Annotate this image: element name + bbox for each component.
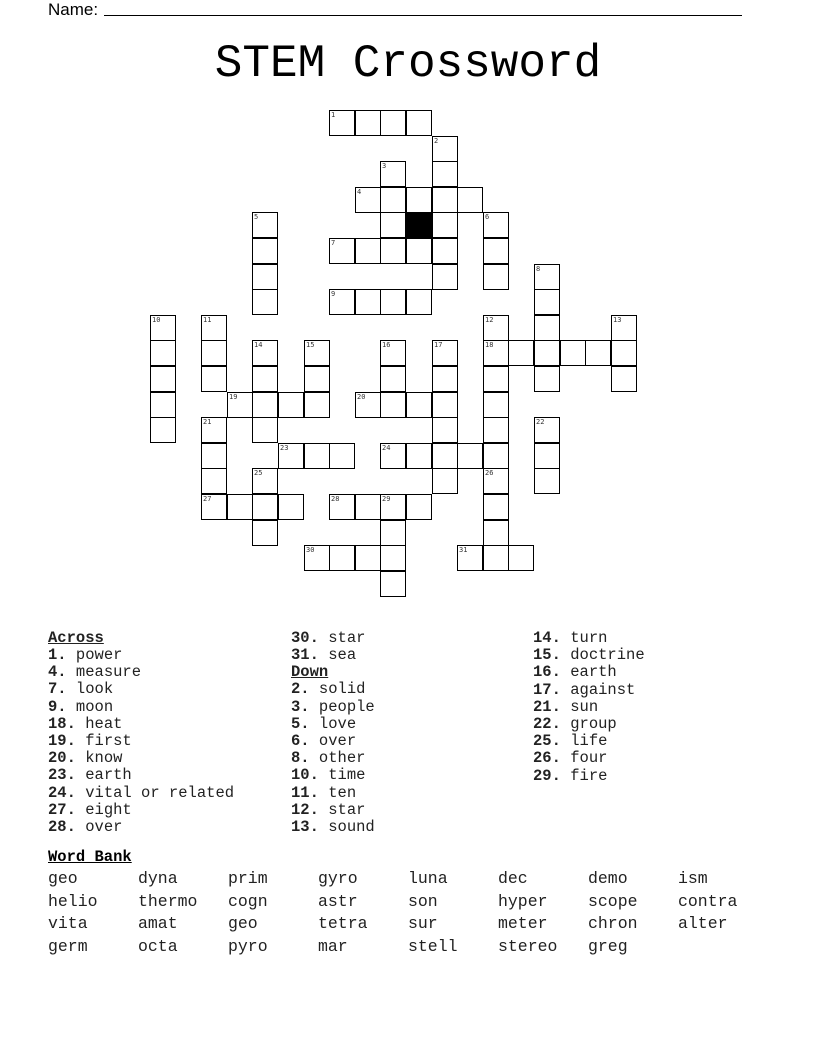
clue-number: 9: [331, 290, 336, 298]
clue-number: 27: [203, 495, 212, 503]
clue-text: fire: [570, 766, 608, 785]
word-bank-item: mar: [318, 936, 348, 956]
crossword-cell[interactable]: [380, 392, 406, 418]
word-bank-item: son: [408, 891, 438, 911]
clue-number-label: 14.: [533, 629, 561, 647]
clue-number-label: 29.: [533, 766, 561, 785]
crossword-cell[interactable]: [278, 392, 304, 418]
crossword-cell[interactable]: [432, 161, 458, 187]
crossword-cell[interactable]: [150, 417, 176, 443]
clue-number: 13: [613, 316, 622, 324]
crossword-cell[interactable]: [483, 392, 509, 418]
crossword-cell[interactable]: [534, 340, 560, 366]
crossword-cell[interactable]: [432, 340, 458, 366]
clue-text: love: [318, 714, 357, 733]
clue-number: 5: [254, 213, 259, 221]
clue-number-label: 1.: [48, 646, 67, 664]
crossword-cell[interactable]: [534, 366, 560, 392]
clue-column-3: [533, 630, 645, 785]
clue-text: know: [85, 749, 123, 768]
clue-number-label: 24.: [48, 783, 76, 802]
crossword-cell[interactable]: [432, 212, 458, 238]
crossword-cell[interactable]: [534, 468, 560, 494]
crossword-cell[interactable]: [355, 187, 381, 213]
clue-item: [533, 630, 645, 647]
crossword-cell[interactable]: [355, 238, 381, 264]
clue-text: people: [318, 697, 375, 716]
clue-number-label: 10.: [291, 766, 319, 785]
crossword-cell[interactable]: [252, 264, 278, 290]
clue-text: doctrine: [570, 646, 645, 665]
crossword-cell[interactable]: [252, 366, 278, 392]
word-bank-item: geo: [228, 914, 258, 934]
word-bank-item: tetra: [318, 914, 368, 934]
clue-item: [291, 716, 375, 733]
crossword-cell[interactable]: [483, 238, 509, 264]
word-bank-item: amat: [138, 914, 178, 934]
clue-item: [48, 699, 234, 716]
clue-item: [48, 819, 234, 836]
clue-number: 12: [485, 316, 494, 324]
clue-number: 3: [382, 162, 387, 170]
crossword-cell[interactable]: [483, 212, 509, 238]
crossword-cell[interactable]: [304, 443, 330, 469]
word-bank-item: greg: [588, 936, 628, 956]
word-bank-item: stell: [408, 936, 458, 956]
word-bank-item: luna: [408, 869, 448, 888]
clue-text: power: [75, 646, 123, 664]
crossword-cell[interactable]: [380, 494, 406, 520]
down-heading: Down: [291, 663, 329, 682]
clue-text: measure: [75, 663, 142, 682]
clue-number-label: 11.: [291, 783, 319, 802]
crossword-cell[interactable]: [252, 289, 278, 315]
crossword-cell[interactable]: [534, 264, 560, 290]
clue-item: [533, 716, 645, 733]
crossword-cell[interactable]: [380, 212, 406, 238]
clue-item: [48, 733, 234, 750]
clue-text: heat: [85, 714, 123, 733]
crossword-cell[interactable]: [534, 289, 560, 315]
clue-number-label: 5.: [291, 714, 310, 733]
crossword-cell[interactable]: [278, 494, 304, 520]
clue-number: 21: [203, 418, 212, 426]
crossword-cell[interactable]: [380, 187, 406, 213]
clue-text: group: [570, 714, 617, 733]
crossword-cell[interactable]: [380, 289, 406, 315]
crossword-cell[interactable]: [252, 468, 278, 494]
crossword-cell[interactable]: [432, 366, 458, 392]
clue-item: [48, 767, 234, 784]
clue-number-label: 9.: [48, 697, 67, 716]
crossword-cell[interactable]: [508, 545, 534, 571]
word-bank-item: dec: [498, 869, 528, 888]
crossword-cell[interactable]: [406, 238, 432, 264]
word-bank-item: chron: [588, 914, 638, 934]
clue-item: [533, 682, 645, 699]
crossword-cell[interactable]: [380, 161, 406, 187]
crossword-cell[interactable]: [355, 494, 381, 520]
crossword-cell[interactable]: [508, 340, 534, 366]
clue-text: star: [328, 629, 366, 647]
clue-item: [533, 664, 645, 681]
clue-item: [533, 768, 645, 785]
clue-number: 1: [331, 111, 336, 119]
clue-item: [48, 785, 234, 802]
clue-number: 30: [306, 546, 315, 554]
word-bank-item: helio: [48, 891, 98, 911]
clue-number: 6: [485, 213, 490, 221]
clue-number: 22: [536, 418, 545, 426]
word-bank-item: demo: [588, 869, 628, 888]
crossword-cell[interactable]: [227, 494, 253, 520]
clue-number: 2: [434, 137, 439, 145]
crossword-black-cell: [406, 212, 432, 238]
crossword-cell[interactable]: [406, 494, 432, 520]
word-bank-item: thermo: [138, 891, 198, 911]
crossword-cell[interactable]: [611, 340, 637, 366]
clue-text: sun: [570, 697, 599, 716]
clue-text: first: [85, 731, 132, 750]
clue-number-label: 25.: [533, 732, 561, 751]
crossword-cell[interactable]: [252, 417, 278, 443]
crossword-cell[interactable]: [201, 417, 227, 443]
clue-number-label: 16.: [533, 663, 561, 682]
clue-number: 16: [382, 341, 391, 349]
clue-number-label: 23.: [48, 766, 76, 785]
word-bank-item: stereo: [498, 936, 558, 956]
crossword-cell[interactable]: [483, 443, 509, 469]
clue-text: ten: [328, 783, 357, 802]
crossword-cell[interactable]: [252, 238, 278, 264]
clue-number-label: 31.: [291, 646, 319, 665]
crossword-cell[interactable]: [252, 494, 278, 520]
clue-text: turn: [570, 629, 608, 647]
clue-item: [48, 647, 234, 664]
clue-item: [291, 819, 375, 836]
clue-number-label: 17.: [533, 680, 561, 699]
crossword-cell[interactable]: [304, 392, 330, 418]
crossword-cell[interactable]: [252, 340, 278, 366]
clue-text: eight: [85, 800, 132, 819]
clue-item: [48, 681, 234, 698]
word-bank-item: vita: [48, 914, 88, 934]
crossword-cell[interactable]: [406, 443, 432, 469]
crossword-cell[interactable]: [380, 545, 406, 571]
crossword-cell[interactable]: [611, 315, 637, 341]
clue-column-1: [48, 630, 234, 836]
crossword-cell[interactable]: [329, 443, 355, 469]
clue-item: [291, 785, 375, 802]
crossword-cell[interactable]: [355, 392, 381, 418]
crossword-cell[interactable]: [380, 238, 406, 264]
clue-item: [291, 750, 375, 767]
clue-number-label: 18.: [48, 714, 76, 733]
crossword-cell[interactable]: [534, 443, 560, 469]
word-bank-heading: Word Bank: [48, 848, 132, 866]
crossword-cell[interactable]: [355, 545, 381, 571]
crossword-cell[interactable]: [380, 340, 406, 366]
crossword-cell[interactable]: [329, 289, 355, 315]
crossword-cell[interactable]: [534, 315, 560, 341]
word-bank-item: sur: [408, 914, 438, 934]
word-bank-item: alter: [678, 914, 728, 934]
crossword-cell[interactable]: [201, 366, 227, 392]
clue-text: earth: [85, 766, 132, 785]
crossword-cell[interactable]: [560, 340, 586, 366]
crossword-cell[interactable]: [483, 520, 509, 546]
crossword-cell[interactable]: [432, 468, 458, 494]
crossword-cell[interactable]: [150, 366, 176, 392]
clue-number-label: 22.: [533, 714, 561, 733]
clue-number: 23: [280, 444, 289, 452]
clue-item: [291, 647, 375, 664]
clue-number: 15: [306, 341, 315, 349]
clue-number-label: 2.: [291, 680, 310, 699]
clue-item: [48, 664, 234, 681]
clue-number-label: 6.: [291, 731, 310, 750]
page-title: STEM Crossword: [214, 38, 602, 90]
clue-number-label: 26.: [533, 749, 561, 768]
word-bank-item: hyper: [498, 891, 548, 911]
clue-text: over: [85, 817, 123, 836]
clue-number-label: 19.: [48, 731, 76, 750]
clue-number: 28: [331, 495, 340, 503]
clue-number-label: 3.: [291, 697, 310, 716]
crossword-cell[interactable]: [432, 187, 458, 213]
word-bank-item: ism: [678, 869, 708, 888]
clue-text: four: [570, 749, 608, 768]
clue-text: moon: [75, 697, 114, 716]
clue-number-label: 20.: [48, 749, 76, 768]
crossword-cell[interactable]: [201, 315, 227, 341]
crossword-cell[interactable]: [534, 417, 560, 443]
clue-item: [533, 699, 645, 716]
clue-text: over: [318, 731, 357, 750]
crossword-cell[interactable]: [457, 545, 483, 571]
clue-item: [291, 681, 375, 698]
clue-number: 26: [485, 469, 494, 477]
clue-number-label: 7.: [48, 680, 67, 699]
clue-text: vital or related: [85, 783, 235, 802]
crossword-cell[interactable]: [150, 340, 176, 366]
crossword-cell[interactable]: [483, 468, 509, 494]
crossword-cell[interactable]: [432, 443, 458, 469]
clue-number: 7: [331, 239, 336, 247]
clue-item: [48, 716, 234, 733]
clue-item: [291, 767, 375, 784]
clue-item: [291, 802, 375, 819]
word-bank-item: contra: [678, 891, 738, 911]
clue-number-label: 21.: [533, 697, 561, 716]
clue-item: [533, 750, 645, 767]
crossword-cell[interactable]: [201, 494, 227, 520]
crossword-cell[interactable]: [227, 392, 253, 418]
crossword-cell[interactable]: [483, 545, 509, 571]
clue-item: [291, 630, 375, 647]
clue-number: 14: [254, 341, 263, 349]
crossword-cell[interactable]: [483, 494, 509, 520]
crossword-cell[interactable]: [329, 494, 355, 520]
crossword-cell[interactable]: [457, 443, 483, 469]
clue-column-2: [291, 630, 375, 836]
crossword-cell[interactable]: [483, 417, 509, 443]
clue-number: 20: [357, 393, 366, 401]
clue-item: [291, 699, 375, 716]
clue-number: 25: [254, 469, 263, 477]
clue-item: [48, 802, 234, 819]
crossword-cell[interactable]: [380, 443, 406, 469]
crossword-cell[interactable]: [406, 187, 432, 213]
crossword-cell[interactable]: [201, 340, 227, 366]
crossword-cell[interactable]: [406, 110, 432, 136]
clue-item: [48, 750, 234, 767]
crossword-cell[interactable]: [585, 340, 611, 366]
crossword-cell[interactable]: [432, 136, 458, 162]
clue-number-label: 30.: [291, 629, 319, 647]
clue-item: [533, 733, 645, 750]
crossword-cell[interactable]: [304, 545, 330, 571]
crossword-cell[interactable]: [432, 392, 458, 418]
clue-item: [291, 733, 375, 750]
clue-text: sea: [328, 646, 357, 665]
crossword-cell[interactable]: [304, 366, 330, 392]
clue-number-label: 8.: [291, 749, 310, 768]
clue-text: sound: [328, 817, 375, 836]
crossword-cell[interactable]: [432, 417, 458, 443]
clue-number-label: 28.: [48, 817, 76, 836]
clue-number-label: 15.: [533, 646, 561, 665]
clue-text: solid: [318, 680, 366, 699]
word-bank-item: cogn: [228, 891, 268, 911]
clue-number-label: 4.: [48, 663, 67, 682]
word-bank-item: scope: [588, 891, 638, 911]
crossword-cell[interactable]: [252, 212, 278, 238]
crossword-cell[interactable]: [150, 315, 176, 341]
word-bank-item: prim: [228, 869, 268, 888]
crossword-cell[interactable]: [355, 110, 381, 136]
clue-text: earth: [570, 663, 617, 682]
clue-text: life: [570, 732, 608, 751]
crossword-cell[interactable]: [380, 366, 406, 392]
across-heading: Across: [48, 629, 104, 647]
clue-number: 19: [229, 393, 238, 401]
clue-text: other: [318, 749, 366, 768]
clue-number-label: 12.: [291, 800, 319, 819]
crossword-cell[interactable]: [406, 289, 432, 315]
clue-number: 18: [485, 341, 494, 349]
crossword-cell[interactable]: [611, 366, 637, 392]
clue-number: 17: [434, 341, 443, 349]
clue-number: 24: [382, 444, 391, 452]
crossword-cell[interactable]: [201, 468, 227, 494]
clue-number-label: 27.: [48, 800, 76, 819]
word-bank-item: geo: [48, 869, 78, 888]
crossword-cell[interactable]: [329, 110, 355, 136]
crossword-cell[interactable]: [329, 545, 355, 571]
crossword-cell[interactable]: [252, 520, 278, 546]
crossword-cell[interactable]: [150, 392, 176, 418]
crossword-cell[interactable]: [483, 315, 509, 341]
crossword-cell[interactable]: [483, 264, 509, 290]
word-bank-item: germ: [48, 936, 88, 956]
crossword-cell[interactable]: [304, 340, 330, 366]
word-bank-item: astr: [318, 891, 358, 911]
word-bank-item: dyna: [138, 869, 178, 888]
clue-number: 8: [536, 265, 541, 273]
crossword-cell[interactable]: [252, 392, 278, 418]
clue-number: 11: [203, 316, 212, 324]
clue-number: 31: [459, 546, 468, 554]
crossword-cell[interactable]: [380, 520, 406, 546]
word-bank-item: meter: [498, 914, 548, 934]
clue-number-label: 13.: [291, 817, 319, 836]
clue-number: 10: [152, 316, 161, 324]
crossword-cell[interactable]: [483, 366, 509, 392]
clue-text: star: [328, 800, 366, 819]
crossword-cell[interactable]: [329, 238, 355, 264]
name-label: Name:: [48, 0, 99, 19]
word-bank-item: octa: [138, 936, 178, 956]
clue-number: 29: [382, 495, 391, 503]
word-bank-item: gyro: [318, 869, 358, 888]
word-bank-item: pyro: [228, 936, 268, 956]
clue-text: look: [75, 680, 114, 699]
clue-number: 4: [357, 188, 362, 196]
crossword-cell[interactable]: [406, 392, 432, 418]
crossword-cell[interactable]: [278, 443, 304, 469]
clue-text: against: [570, 680, 636, 699]
clue-item: [533, 647, 645, 664]
crossword-cell[interactable]: [457, 187, 483, 213]
clue-text: time: [328, 766, 366, 785]
crossword-cell[interactable]: [432, 238, 458, 264]
crossword-cell[interactable]: [355, 289, 381, 315]
crossword-cell[interactable]: [380, 571, 406, 597]
crossword-cell[interactable]: [483, 340, 509, 366]
crossword-cell[interactable]: [201, 443, 227, 469]
crossword-cell[interactable]: [380, 110, 406, 136]
crossword-cell[interactable]: [432, 264, 458, 290]
